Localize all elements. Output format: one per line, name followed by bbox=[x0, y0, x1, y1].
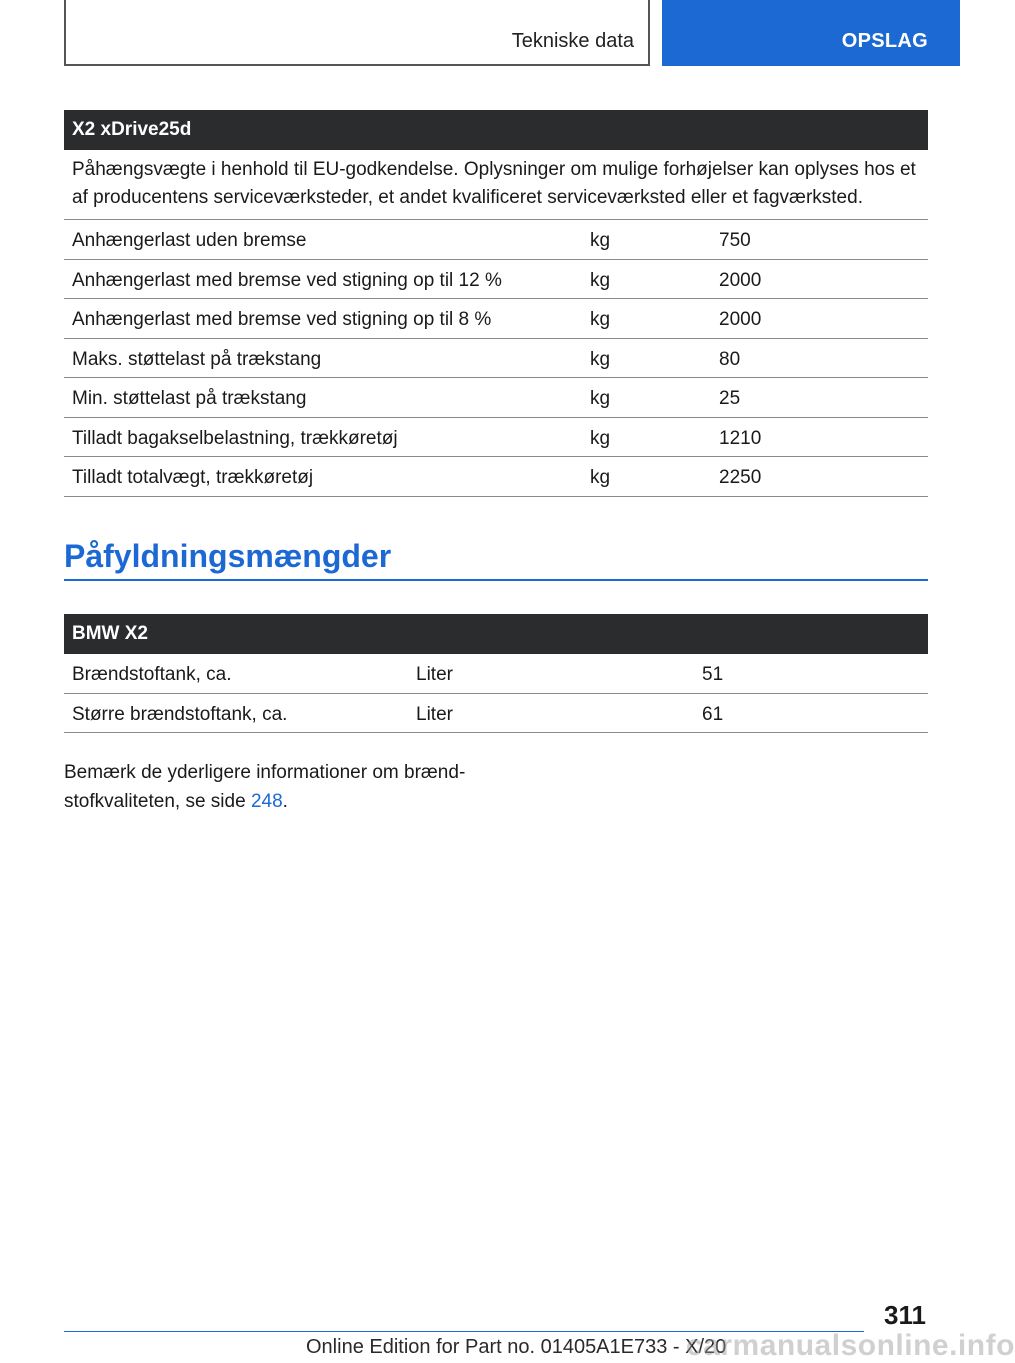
fuel-quality-remark bbox=[64, 758, 494, 816]
page-number: 311 bbox=[884, 1300, 926, 1330]
header-chapter-box bbox=[64, 0, 650, 66]
row-unit: kg bbox=[590, 348, 611, 370]
table-row bbox=[64, 299, 928, 339]
page-reference-link[interactable]: 248 bbox=[250, 791, 283, 812]
row-unit: kg bbox=[590, 467, 611, 488]
row-unit: kg bbox=[590, 388, 611, 409]
row-value: 61 bbox=[702, 703, 724, 725]
trailer-load-table bbox=[64, 110, 928, 497]
table-row bbox=[64, 339, 928, 379]
fuel-table-title: BMW X2 bbox=[64, 614, 928, 654]
section-heading: Påfyldningsmængder bbox=[64, 538, 392, 574]
row-unit: kg bbox=[590, 427, 611, 449]
row-unit: kg bbox=[590, 230, 611, 251]
table-row bbox=[64, 457, 928, 497]
row-label: Brændstoftank, ca. bbox=[72, 664, 232, 685]
row-value: 1210 bbox=[719, 427, 762, 449]
row-label: Tilladt bagakselbelastning, trækkøretøj bbox=[72, 427, 398, 449]
row-unit: Liter bbox=[416, 664, 453, 685]
row-value: 2250 bbox=[719, 467, 762, 488]
edition-info: Online Edition for Part no. 01405A1E733 - X/20 bbox=[306, 1336, 727, 1358]
row-unit: kg bbox=[590, 309, 611, 330]
table-row bbox=[64, 654, 928, 694]
row-label: Min. støttelast på trækstang bbox=[72, 388, 307, 409]
row-value: 750 bbox=[719, 230, 751, 251]
header-section-tab[interactable] bbox=[662, 0, 960, 66]
table-row bbox=[64, 694, 928, 734]
watermark: carmanualsonline.info bbox=[686, 1329, 1015, 1362]
fuel-capacity-table bbox=[64, 614, 928, 733]
row-value: 2000 bbox=[719, 309, 762, 330]
remark-line-2: stofkvaliteten, se side bbox=[64, 791, 251, 812]
row-label: Større brændstoftank, ca. bbox=[72, 703, 288, 725]
row-label: Tilladt totalvægt, trækkøretøj bbox=[72, 467, 314, 488]
row-label: Anhængerlast med bremse ved stigning op til 12 % bbox=[72, 269, 502, 291]
row-value: 25 bbox=[719, 388, 741, 409]
remark-period: . bbox=[282, 791, 288, 812]
row-value: 2000 bbox=[719, 269, 762, 291]
row-unit: Liter bbox=[416, 703, 453, 725]
row-value: 51 bbox=[702, 664, 724, 685]
row-value: 80 bbox=[719, 348, 741, 370]
trailer-table-title: X2 xDrive25d bbox=[64, 110, 928, 150]
section-title: OPSLAG bbox=[841, 30, 928, 52]
remark-line-1: Bemærk de yderligere informationer om brænd- bbox=[64, 762, 466, 783]
row-label: Anhængerlast med bremse ved stigning op til 8 % bbox=[72, 309, 492, 330]
row-label: Anhængerlast uden bremse bbox=[72, 230, 307, 251]
row-unit: kg bbox=[590, 269, 611, 291]
table-row bbox=[64, 220, 928, 260]
trailer-table-note: Påhængsvægte i henhold til EU-godkendelse. Oplysninger om mulige forhøjelser kan oplyses hos et af producentens serviceværksteder, et andet kvalificeret serviceværksted eller et fagværksted. bbox=[64, 150, 928, 220]
table-row bbox=[64, 418, 928, 458]
table-row bbox=[64, 378, 928, 418]
table-row bbox=[64, 260, 928, 300]
chapter-title: Tekniske data bbox=[511, 30, 634, 52]
section-divider bbox=[64, 579, 928, 581]
row-label: Maks. støttelast på trækstang bbox=[72, 348, 322, 370]
